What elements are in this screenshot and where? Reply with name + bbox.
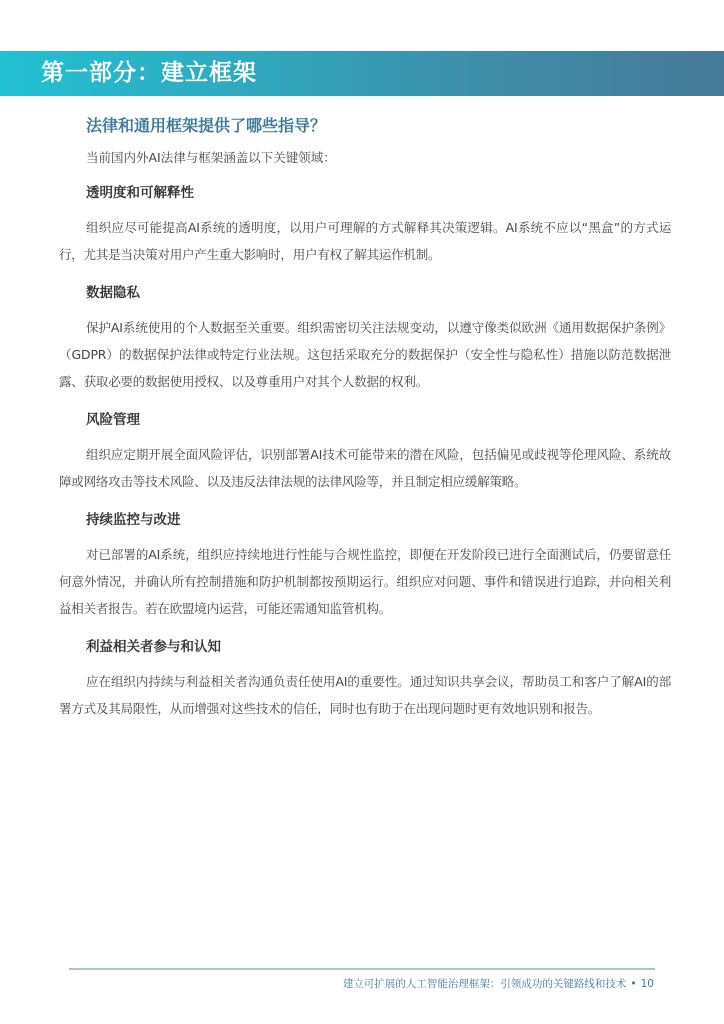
section-heading: 利益相关者参与和认知 xyxy=(86,639,221,655)
section-data-privacy xyxy=(59,282,671,395)
footer-divider xyxy=(69,968,655,970)
section-heading: 透明度和可解释性 xyxy=(86,185,194,201)
section-risk-management xyxy=(59,409,671,495)
section-banner xyxy=(0,51,724,96)
footer xyxy=(343,977,654,991)
section-heading: 数据隐私 xyxy=(86,285,140,301)
main-content xyxy=(59,114,671,722)
section-continuous-monitoring xyxy=(59,509,671,622)
section-paragraph: 对已部署的AI系统，组织应持续地进行性能与合规性监控，即便在开发阶段已进行全面测试后，仍要留意任何意外情况，并确认所有控制措施和防护机制都按预期运行。组织应对问题、事件和错误进行追踪，并向相关利益相关者报告。若在欧盟境内运营，可能还需通知监管机构。 xyxy=(59,547,671,616)
section-transparency xyxy=(59,182,671,268)
footer-separator: • xyxy=(630,978,637,990)
page-number: 10 xyxy=(640,978,654,990)
section-heading: 风险管理 xyxy=(86,412,140,428)
footer-doc-title: 建立可扩展的人工智能治理框架：引领成功的关键路线和技术 xyxy=(342,978,627,990)
question-heading: 法律和通用框架提供了哪些指导？ xyxy=(86,116,327,135)
section-stakeholder-engagement xyxy=(59,636,671,722)
section-paragraph: 应在组织内持续与利益相关者沟通负责任使用AI的重要性。通过知识共享会议，帮助员工和客户了解AI的部署方式及其局限性，从而增强对这些技术的信任，同时也有助于在出现问题时更有效地识别和报告。 xyxy=(59,674,671,716)
section-title: 第一部分：建立框架 xyxy=(41,60,257,86)
section-paragraph: 保护AI系统使用的个人数据至关重要。组织需密切关注法规变动，以遵守像类似欧洲《通用数据保护条例》（GDPR）的数据保护法律或特定行业法规。这包括采取充分的数据保护（安全性与隐私性）措施以防范数据泄露、获取必要的数据使用授权、以及尊重用户对其个人数据的权利。 xyxy=(59,320,671,389)
section-heading: 持续监控与改进 xyxy=(86,512,181,528)
section-paragraph: 组织应尽可能提高AI系统的透明度，以用户可理解的方式解释其决策逻辑。AI系统不应以“黑盒”的方式运行，尤其是当决策对用户产生重大影响时，用户有权了解其运作机制。 xyxy=(59,220,671,262)
section-paragraph: 组织应定期开展全面风险评估，识别部署AI技术可能带来的潜在风险，包括偏见或歧视等伦理风险、系统故障或网络攻击等技术风险、以及违反法律法规的法律风险等，并且制定相应缓解策略。 xyxy=(59,447,671,489)
intro-paragraph: 当前国内外AI法律与框架涵盖以下关键领域： xyxy=(86,150,336,165)
